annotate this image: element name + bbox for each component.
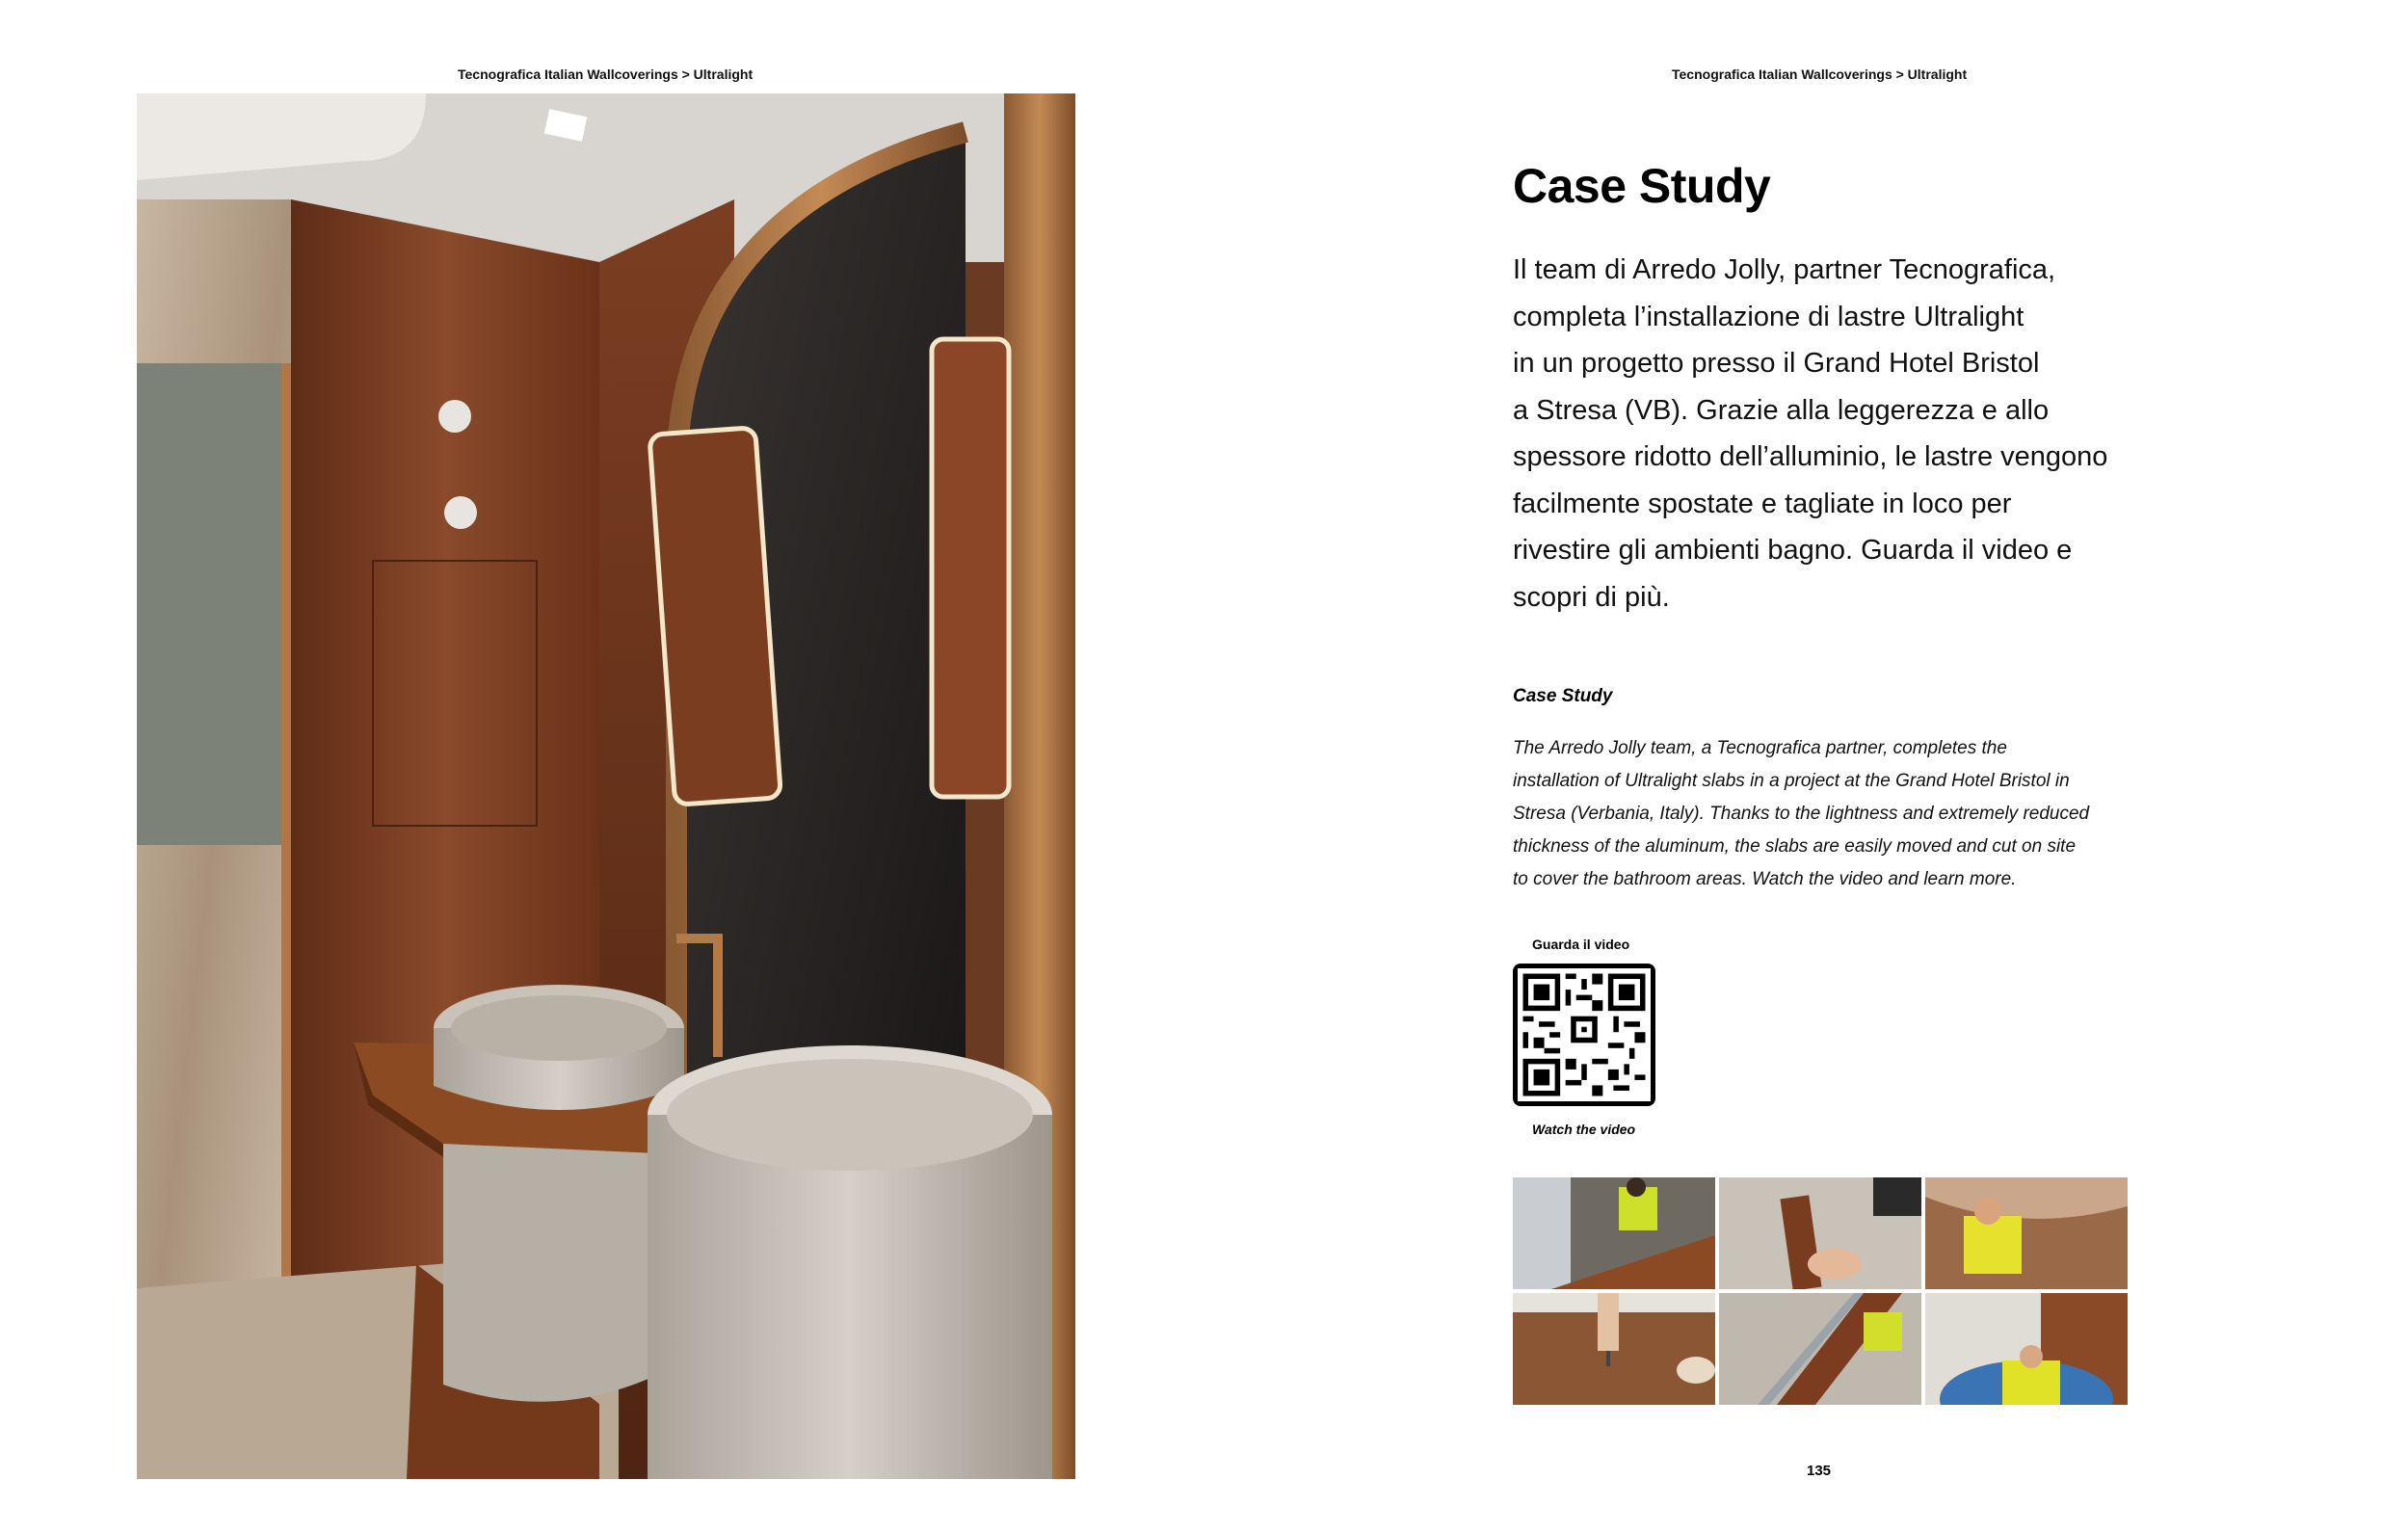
case-study-title: Case Study — [1513, 159, 1771, 213]
case-study-body-en: The Arredo Jolly team, a Tecnografica partner, completes the installation of Ultralight slabs in a project at the Grand Hotel Bristol in Stresa (Verbania, Italy). Thanks to the lightness and extremely reduced thickness of the aluminum, the slabs are easily moved and cut on site to cover the bathroom areas. Watch the video and learn more. — [1513, 738, 2090, 889]
bathroom-interior-photo — [137, 93, 1075, 1479]
running-head-right: Tecnografica Italian Wallcoverings > Ultralight — [1672, 66, 1968, 82]
thumbnail-drill-on-wood[interactable] — [1513, 1293, 1715, 1405]
watch-video-label-it: Guarda il video — [1532, 937, 1630, 952]
right-page — [1513, 0, 2130, 1532]
page-number: 135 — [1807, 1463, 1832, 1479]
case-study-title-en: Case Study — [1513, 686, 1613, 706]
watch-video-label-en: Watch the video — [1532, 1122, 1636, 1137]
running-head-left: Tecnografica Italian Wallcoverings > Ultralight — [458, 66, 754, 82]
thumbnail-worker-round-panel[interactable] — [1925, 1293, 2128, 1405]
qr-code-icon[interactable] — [1513, 964, 1655, 1106]
case-study-body-it: Il team di Arredo Jolly, partner Tecnografica, completa l’installazione di lastre Ultralight in un progetto presso il Grand Hotel Bristol a Stresa (VB). Grazie alla leggerezza e allo spessore ridotto dell’alluminio, le lastre vengono facilmente spostate e tagliate in loco per rivestire gli ambienti bagno. Guarda il video e scopri di più. — [1513, 254, 2108, 613]
thumbnail-saw-rail-on-wood[interactable] — [1719, 1293, 1921, 1405]
video-thumbnail-grid — [1513, 1177, 2130, 1405]
thumbnail-worker-cutting-panel[interactable] — [1513, 1177, 1715, 1289]
thumbnail-worker-overhead-view[interactable] — [1925, 1177, 2128, 1289]
thumbnail-hands-on-plank[interactable] — [1719, 1177, 1921, 1289]
